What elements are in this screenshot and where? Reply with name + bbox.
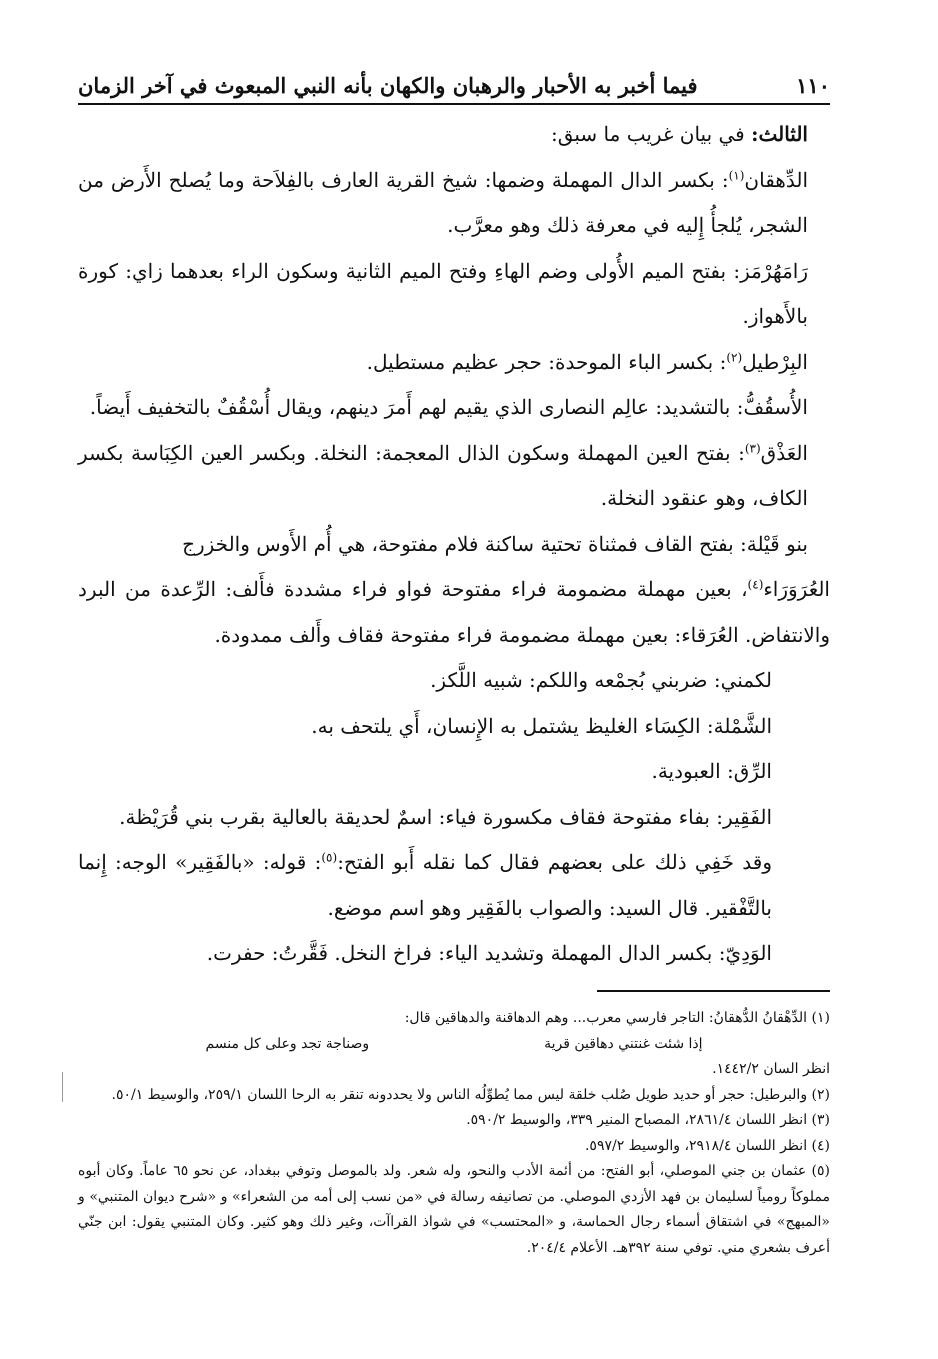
footnote-mark: (٣): [744, 440, 761, 455]
footnote-mark: (٢): [726, 349, 743, 364]
entry-term: البِرْطيل: [742, 349, 808, 374]
section-heading-text: في بيان غريب ما سبق:: [550, 122, 752, 146]
entry-text: : بكسر الباء الموحدة: حجر عظيم مستطيل.: [366, 349, 727, 374]
entry-usquf: الأُسقُفُّ: بالتشديد: عالِم النصارى الذي يقيم لهم أَمرَ دينهم، ويقال أُسْقُفٌ بالتخفيف أَيضاً.: [89, 395, 808, 419]
footnote-4: (٤) انظر اللسان ٢٩١٨/٤، والوسيط ٥٩٧/٢.: [584, 1137, 830, 1154]
entry-term: العُرَوَرَاء: [763, 577, 830, 601]
footnote-1: (١) الدِّهْقانُ الدُّهقانُ: التاجر فارسي معرب... وهم الدهاقنة والدهاقين قال:: [404, 1010, 830, 1026]
entry-wadiyy: الوَدِيّ: بكسر الدال المهملة وتشديد الياء: فراخ النخل. فَقَّرتُ: حفرت.: [206, 941, 772, 965]
footnotes: [78, 1006, 830, 1261]
entry-ramahurmuz: رَامَهُرْمَز: بفتح الميم الأُولى وضم الهاءِ وفتح الميم الثانية وسكون الراء بعدهما زاي: كورة بالأَهواز.: [78, 258, 809, 328]
footnote-mark: (٤): [747, 577, 764, 592]
entry-term: العَذْق: [760, 440, 808, 465]
entry-term: الدِّهقان: [744, 167, 808, 192]
footnote-2: (٢) والبرطيل: حجر أو حديد طويل صُلب خلقة ليس مما يُطوِّلُه الناس ولا يحددونه تنقر به الرحا اللسان ٢٥٩/١، والوسيط ٥٠/١.: [111, 1086, 830, 1103]
entry-faqir: الفَقِير: بفاء مفتوحة فقاف مكسورة فياء: اسمٌ لحديقة بالعالية بقرب بني قُرَيْظة.: [119, 804, 772, 829]
entry-dihqan: [78, 158, 830, 249]
footnote-5: (٥) عثمان بن جني الموصلي، أبو الفتح: من أئمة الأدب والنحو، وله شعر. ولد بالموصل وتوفي ببغداد، عن نحو ٦٥ عاماً. وكان أبوه مملوكاً رومياً لسليمان بن فهد الأزدي الموصلي. من تصانيفه رسالة في «من نسب إلى أمه من الشعراء» و «شرح ديوان المتنبي» و «المبهج» في اشتقاق أسماء رجال الحماسة، و «المحتسب» في شواذ القراآت، وغير ذلك وهو كثير. وكان المتنبي يقول: ابن جنّي أعرف بشعري مني. توفي سنة ٣٩٢هـ. الأعلام ٢٠٤/٤.: [78, 1163, 831, 1256]
entry-text: : بفتح العين المهملة وسكون الذال المعجمة: النخلة. وبكسر العين الكِبَاسة بكسر الكاف، وهو عنقود النخلة.: [78, 440, 808, 510]
footnote-1-reference: انظر السان ١٤٤٢/٢.: [712, 1061, 830, 1077]
entry-lakamani: لكمني: ضربني بُجمْعه واللكم: شبيه اللَّكز.: [430, 668, 772, 692]
footnote-1-verse: [78, 1032, 830, 1058]
main-text: [78, 112, 830, 977]
running-title: فيما أخبر به الأحبار والرهبان والكهان بأنه النبي المبعوث في آخر الزمان: [78, 73, 698, 98]
footnote-rule: [597, 990, 830, 992]
entry-shamla: الشَّمْلة: الكِسَاء الغليظ يشتمل به الإِنسان، أَي يلتحف به.: [311, 713, 772, 738]
footnote-3: (٣) انظر اللسان ٢٨٦١/٤، المصباح المنير ٣٣٩، والوسيط ٥٩٠/٢.: [466, 1112, 830, 1128]
entry-text: : بكسر الدال المهملة وضمها: شيخ القرية العارف بالفِلاَحة وما يُصلح الأَرض من الشجر، يُلجأُ إِليه في معرفة ذلك وهو معرَّب.: [78, 167, 808, 237]
entry-bani-qayla: بنو قَيْلة: بفتح القاف فمثناة تحتية ساكنة فلام مفتوحة، هي أُم الأَوس والخزرج: [182, 531, 808, 556]
entry-birtil: [78, 340, 830, 386]
margin-mark: [62, 1072, 63, 1102]
section-heading: [78, 112, 830, 158]
entry-text: : قوله: «بالفَقِير» الوجه: إِنما بالتَّفْقير. قال السيد: والصواب بالفَقِير وهو اسم موضع.: [78, 850, 772, 920]
section-heading-label: الثالث:: [751, 122, 808, 146]
footnote-mark: (٥): [321, 850, 338, 865]
entry-faqir-note: [78, 840, 830, 931]
page-number: ١١٠: [796, 73, 830, 98]
verse-hemistich-2: وصناجة تجد وعلى كل منسم: [205, 1035, 370, 1052]
header-rule: [78, 103, 830, 105]
verse-hemistich-1: إذا شئت غنتني دهاقين قرية: [544, 1035, 703, 1052]
entry-urawara: [78, 567, 830, 658]
entry-text: وقد خَفِي ذلك على بعضهم فقال كما نقله أَبو الفتح:: [337, 850, 772, 874]
entry-adhq: [78, 431, 830, 522]
footnote-mark: (١): [728, 167, 745, 182]
running-header: [78, 58, 830, 98]
entry-riqq: الرِّق: العبودية.: [651, 759, 772, 783]
entry-text: ، بعين مهملة مضمومة فراء مفتوحة فواو فراء مشددة فأَلف: الرِّعدة من البرد والانتفاض. العُرَقاء: بعين مهملة مضمومة فراء مفتوحة فقاف وأَلف ممدودة.: [78, 577, 830, 647]
